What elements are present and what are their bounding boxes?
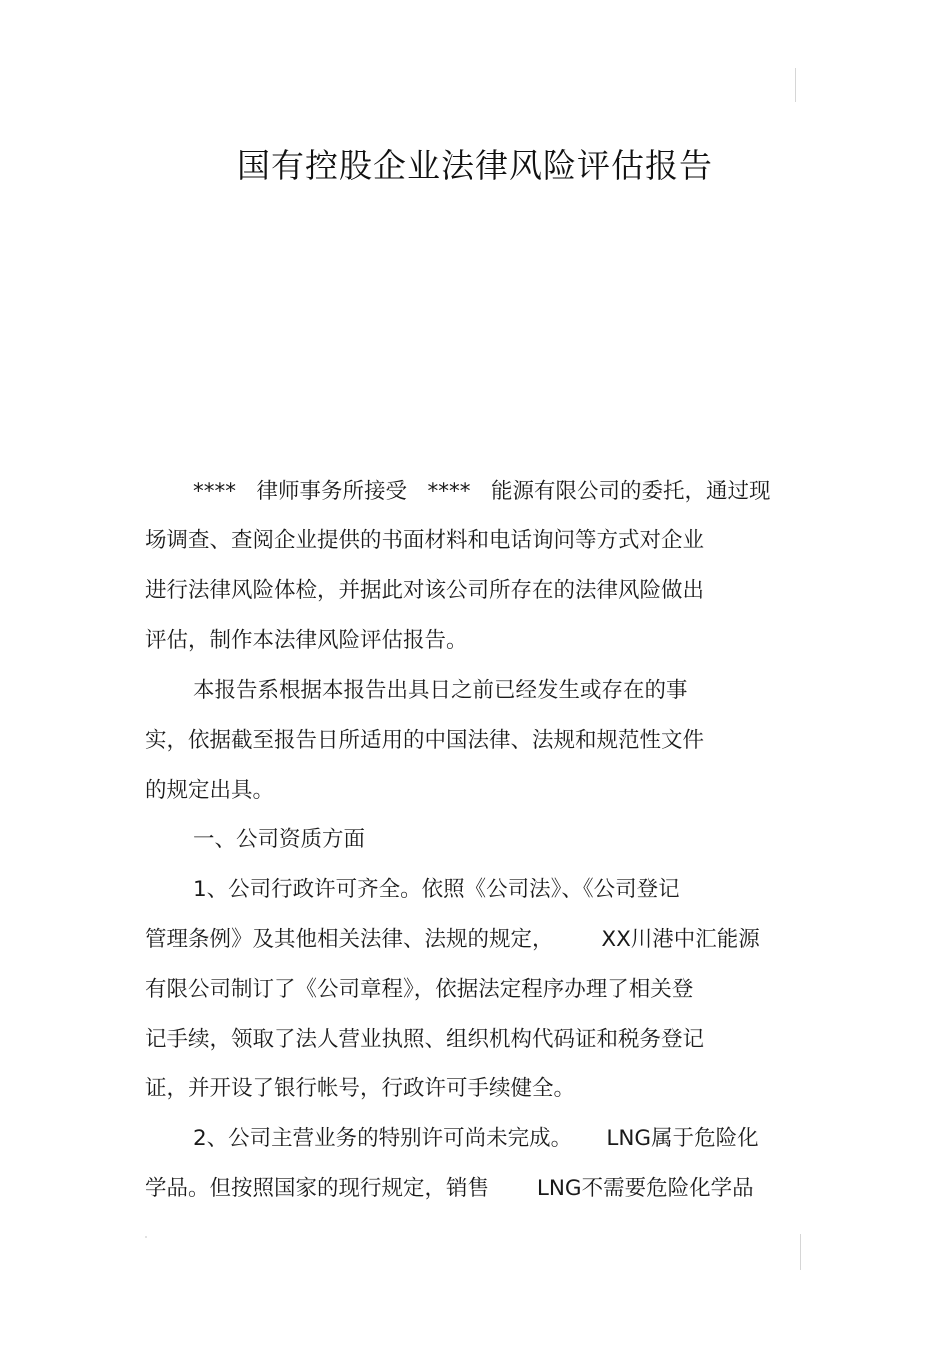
body-line-15: 学品。但按照国家的现行规定，销售 LNG不需要危险化学品: [145, 1176, 754, 1201]
body-line-4: 评估，制作本法律风险评估报告。: [145, 628, 468, 653]
crop-mark-bottom: [800, 1234, 801, 1270]
body-line-2: 场调查、查阅企业提供的书面材料和电话询问等方式对企业: [145, 528, 705, 553]
section-heading: 一、公司资质方面: [193, 827, 366, 852]
body-line-5: 本报告系根据本报告出具日之前已经发生或存在的事: [193, 678, 688, 703]
document-title: [0, 140, 950, 187]
body-line-1: **** 律师事务所接受 **** 能源有限公司的委托，通过现: [193, 479, 771, 504]
body-line-11: 有限公司制订了《公司章程》，依据法定程序办理了相关登: [145, 977, 694, 1002]
body-line-14: 2、公司主营业务的特别许可尚未完成。 LNG属于危险化: [193, 1126, 759, 1151]
crop-mark-top: [795, 68, 796, 102]
body-line-13: 证，并开设了银行帐号，行政许可手续健全。: [145, 1076, 576, 1101]
crop-mark-dot: [145, 1236, 147, 1238]
body-line-12: 记手续，领取了法人营业执照、组织机构代码证和税务登记: [145, 1027, 705, 1052]
body-line-9: 1、公司行政许可齐全。依照《公司法》、《公司登记: [193, 877, 680, 902]
body-line-10: 管理条例》及其他相关法律、法规的规定， XX川港中汇能源: [145, 927, 760, 952]
body-line-3: 进行法律风险体检，并据此对该公司所存在的法律风险做出: [145, 578, 705, 603]
body-line-6: 实，依据截至报告日所适用的中国法律、法规和规范性文件: [145, 728, 705, 753]
body-line-7: 的规定出具。: [145, 778, 275, 803]
document-title-text: 国有控股企业法律风险评估报告: [237, 146, 713, 186]
